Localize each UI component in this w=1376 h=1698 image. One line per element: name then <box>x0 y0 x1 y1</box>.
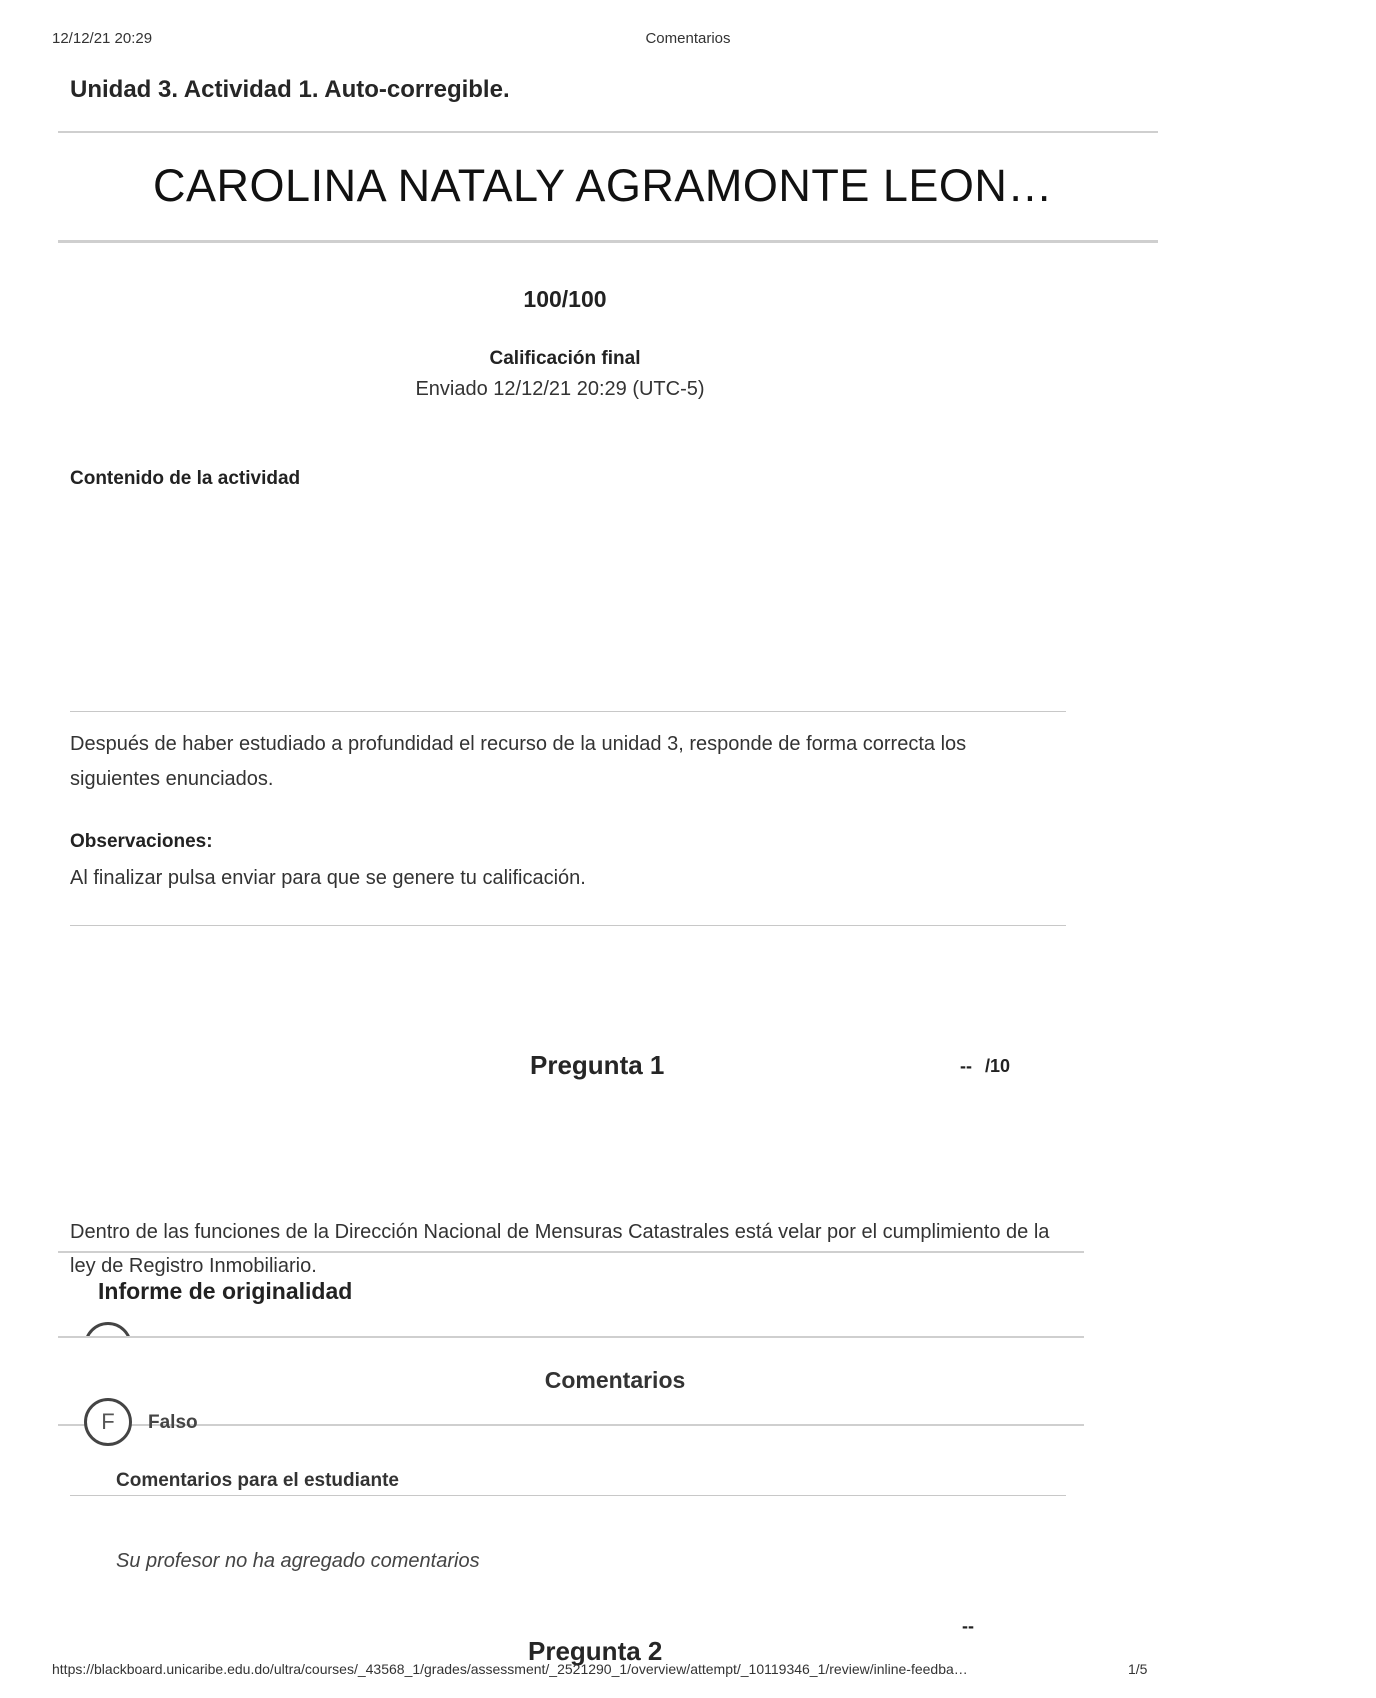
divider <box>58 240 1158 243</box>
question-2-points: -- <box>962 1616 974 1636</box>
option-false-radio[interactable] <box>84 1398 132 1446</box>
print-datetime: 12/12/21 20:29 <box>52 30 153 47</box>
question-2-title: Pregunta 2 <box>528 1636 663 1666</box>
print-page-number: 1/5 <box>1128 1661 1148 1677</box>
question-1-text: Dentro de las funciones de la Dirección Nacional de Mensuras Catastrales está velar por el cumplimiento de la ley de Registro Inmobiliario. <box>70 1221 1050 1277</box>
divider <box>70 925 1066 926</box>
question-1-title: Pregunta 1 <box>530 1050 665 1080</box>
divider <box>70 1495 1066 1496</box>
final-score: 100/100 <box>523 286 607 312</box>
activity-instructions: Después de haber estudiado a profundidad el recurso de la unidad 3, responde de forma correcta los siguientes enunciados. <box>70 733 967 790</box>
question-1-points: -- /10 <box>960 1056 1011 1076</box>
no-comments-text: Su profesor no ha agregado comentarios <box>116 1550 480 1572</box>
observations-text: Al finalizar pulsa enviar para que se genere tu calificación. <box>70 867 586 889</box>
final-grade-label: Calificación final <box>489 348 641 369</box>
originality-report-label: Informe de originalidad <box>98 1278 353 1304</box>
observations-label: Observaciones: <box>70 831 213 852</box>
divider <box>58 131 1158 133</box>
activity-content-label: Contenido de la actividad <box>70 468 301 489</box>
option-false-label: Falso <box>148 1412 198 1433</box>
divider <box>70 711 1066 712</box>
student-comments-label: Comentarios para el estudiante <box>116 1470 399 1491</box>
divider <box>58 1251 1084 1253</box>
option-false-letter: F <box>101 1409 115 1434</box>
student-name: CAROLINA NATALY AGRAMONTE LEON… <box>153 160 1053 211</box>
print-page-title: Comentarios <box>645 30 731 47</box>
submission-timestamp: Enviado 12/12/21 20:29 (UTC-5) <box>415 378 705 400</box>
activity-title: Unidad 3. Actividad 1. Auto-corregible. <box>70 76 510 103</box>
print-url: https://blackboard.unicaribe.edu.do/ultra/courses/_43568_1/grades/assessment/_2521290_1/overview/attempt/_10119346_1/review/inline-feedba… <box>52 1661 968 1677</box>
comments-heading: Comentarios <box>544 1367 686 1393</box>
